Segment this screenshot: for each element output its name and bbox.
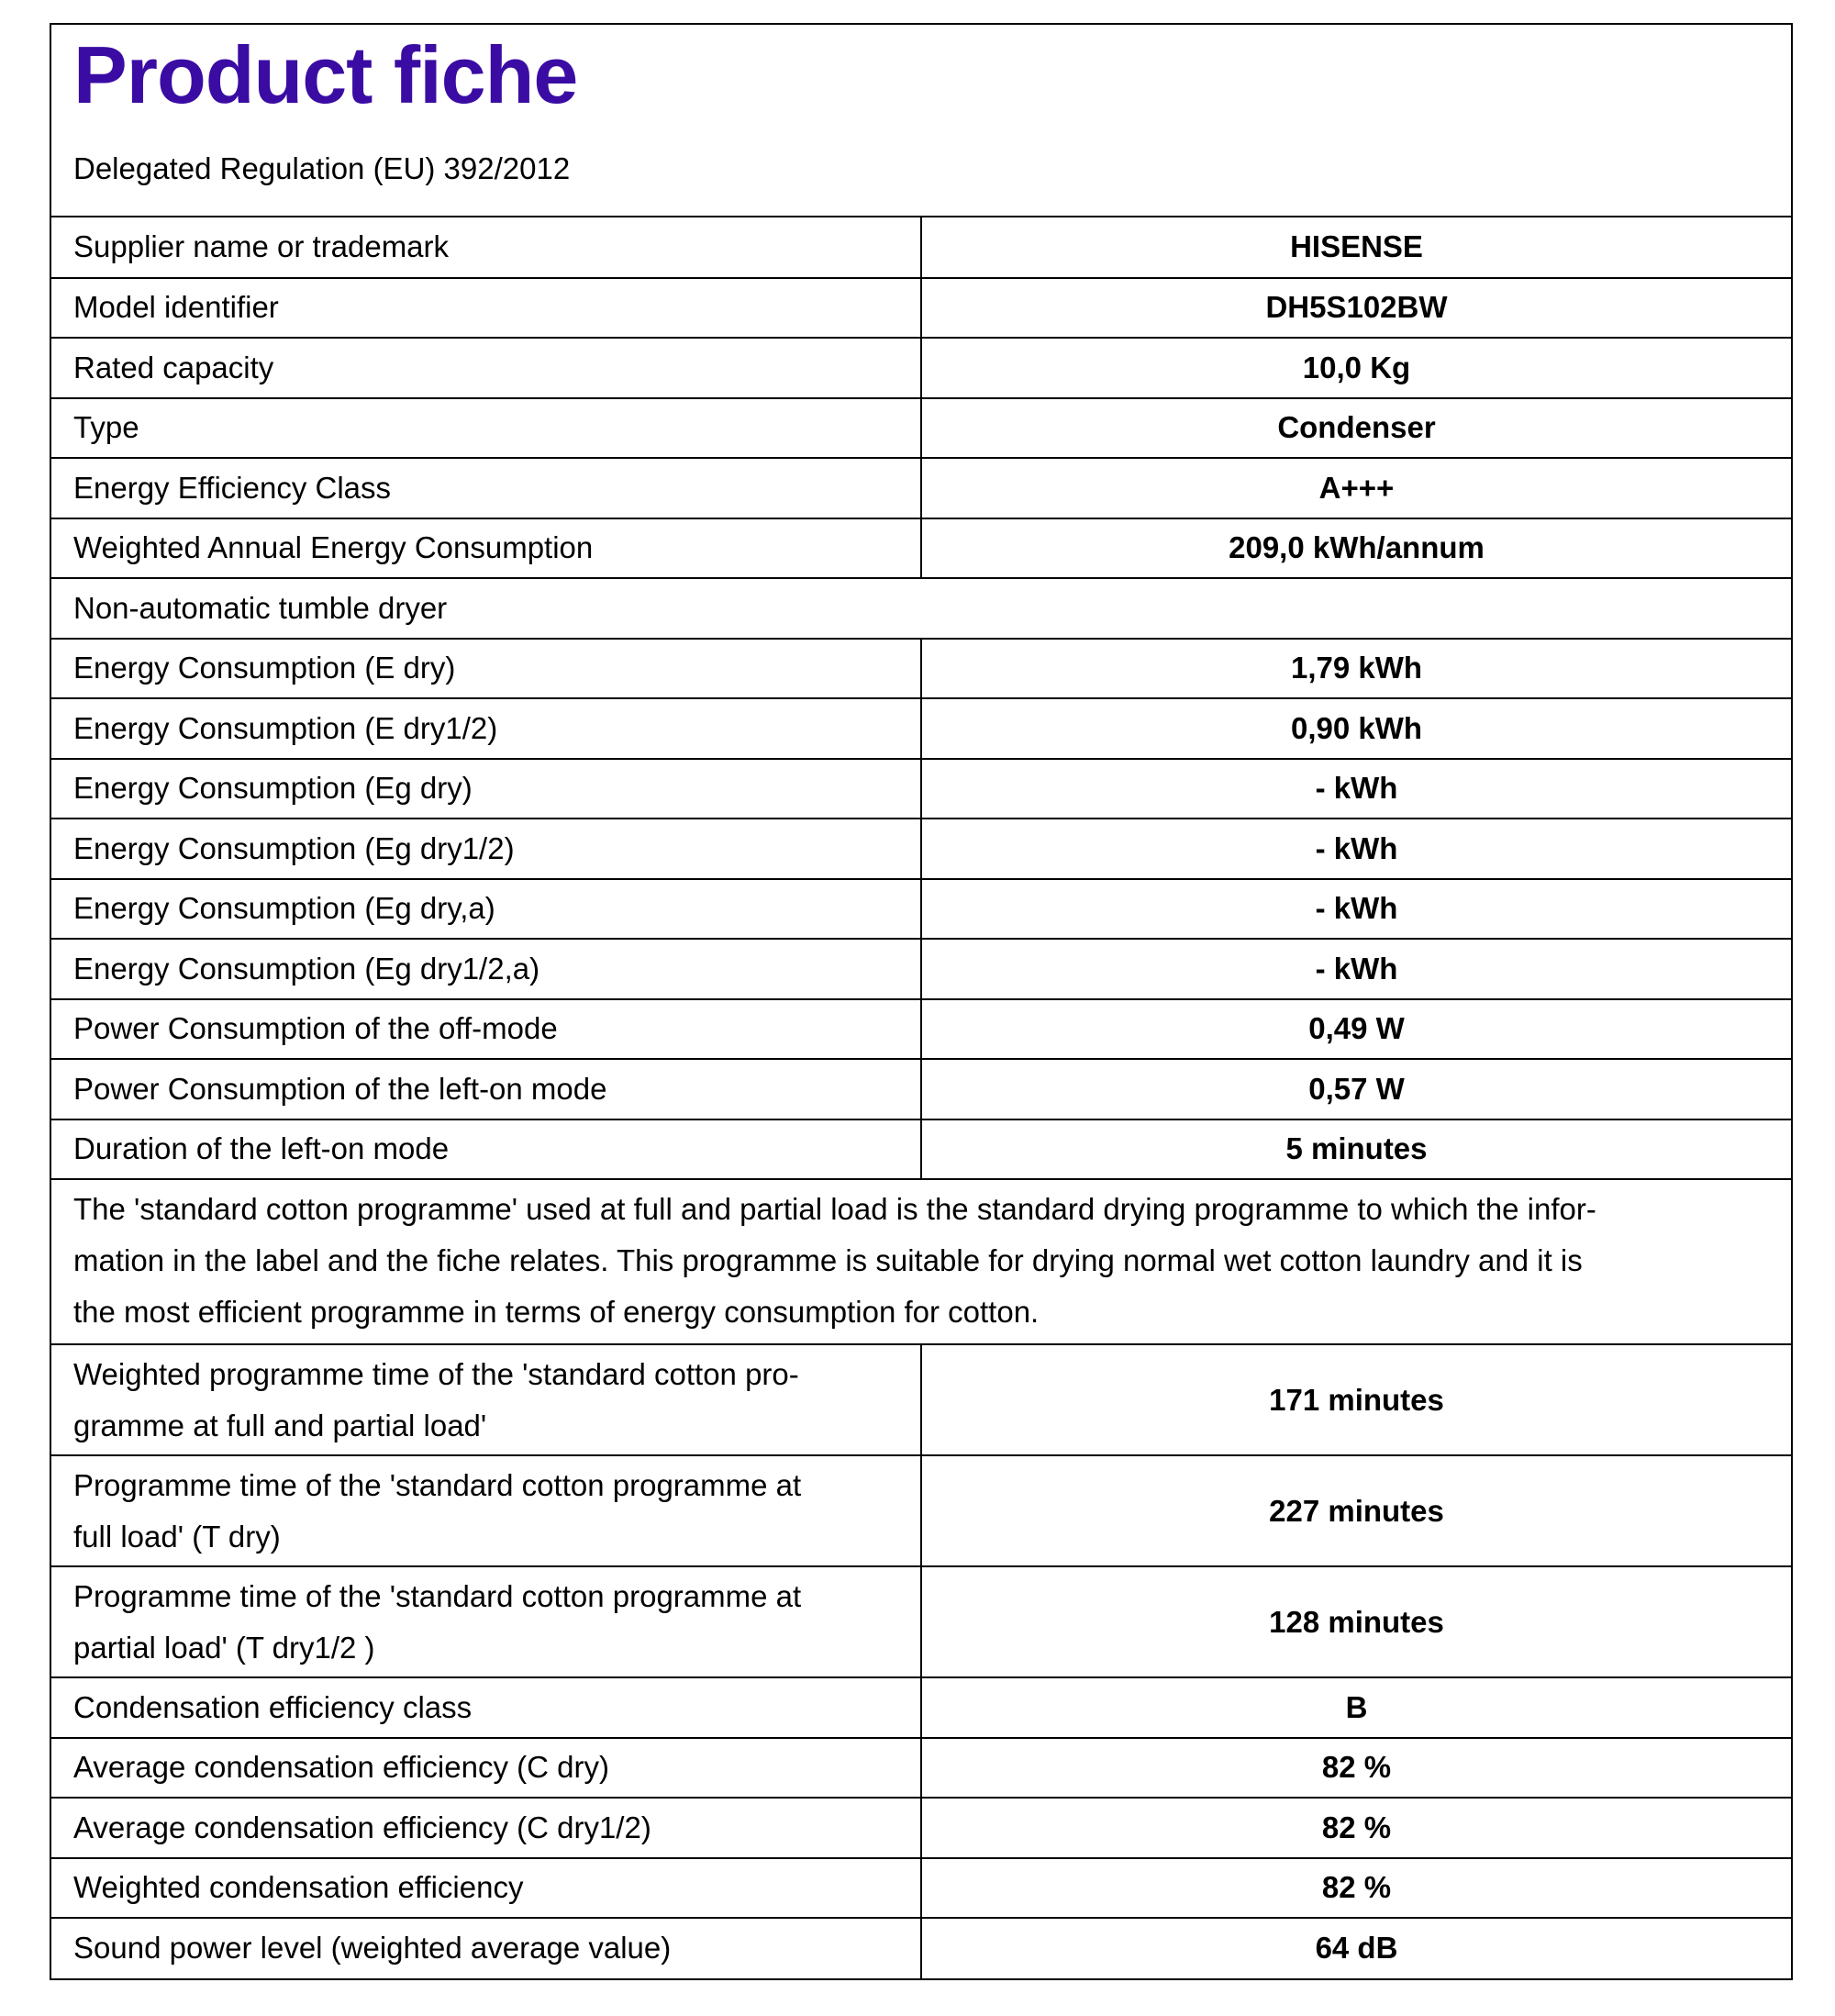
fiche-header (51, 25, 1791, 217)
table-row (51, 458, 1791, 518)
row-label: Energy Consumption (Eg dry1/2) (51, 819, 921, 879)
table-row (51, 398, 1791, 459)
table-row (51, 217, 1791, 278)
table-row (51, 879, 1791, 940)
row-value: B (921, 1677, 1791, 1738)
table-row-note (51, 1179, 1791, 1344)
row-value: 82 % (921, 1858, 1791, 1919)
programme-note (51, 1179, 1791, 1344)
row-label-line: gramme at full and partial load' (73, 1408, 487, 1442)
row-value: - kWh (921, 879, 1791, 940)
table-row (51, 1918, 1791, 1978)
fiche-table (51, 217, 1791, 1978)
row-label: Duration of the left-on mode (51, 1119, 921, 1180)
table-row (51, 1798, 1791, 1858)
row-label: Energy Consumption (Eg dry) (51, 759, 921, 819)
table-row (51, 698, 1791, 759)
row-label: Weighted condensation efficiency (51, 1858, 921, 1919)
table-row (51, 338, 1791, 398)
row-value: - kWh (921, 759, 1791, 819)
row-value: Condenser (921, 398, 1791, 459)
table-row (51, 759, 1791, 819)
row-label: Rated capacity (51, 338, 921, 398)
table-row (51, 1858, 1791, 1919)
table-row (51, 1566, 1791, 1677)
row-label: Supplier name or trademark (73, 229, 450, 264)
row-label (51, 1566, 921, 1677)
row-label: Power Consumption of the left-on mode (51, 1059, 921, 1119)
row-value: 227 minutes (921, 1455, 1791, 1566)
row-label: Sound power level (weighted average value) (51, 1918, 921, 1978)
row-label: Model identifier (51, 278, 921, 339)
row-value: 1,79 kWh (921, 639, 1791, 699)
table-row (51, 1677, 1791, 1738)
row-value: A+++ (921, 458, 1791, 518)
table-row-full (51, 578, 1791, 639)
table-row (51, 1738, 1791, 1799)
row-value: HISENSE (921, 217, 1791, 278)
row-label-line: Programme time of the 'standard cotton programme at (73, 1578, 802, 1613)
row-label: Average condensation efficiency (C dry1/2) (51, 1798, 921, 1858)
product-fiche-sheet (50, 23, 1793, 1980)
table-row (51, 639, 1791, 699)
row-label-line: full load' (T dry) (73, 1519, 281, 1554)
row-label-line: Programme time of the 'standard cotton programme at (73, 1467, 802, 1502)
table-row (51, 1119, 1791, 1180)
row-value: - kWh (921, 819, 1791, 879)
note-line: mation in the label and the fiche relates. This programme is suitable for drying normal wet cotton laundry and it is (73, 1243, 1583, 1277)
row-label: Weighted Annual Energy Consumption (51, 518, 921, 579)
row-value: 209,0 kWh/annum (921, 518, 1791, 579)
table-row (51, 819, 1791, 879)
non-automatic-label: Non-automatic tumble dryer (51, 578, 1791, 639)
row-value: 64 dB (921, 1918, 1791, 1978)
row-value: 128 minutes (921, 1566, 1791, 1677)
row-label: Type (51, 398, 921, 459)
table-row (51, 1344, 1791, 1455)
table-row (51, 1059, 1791, 1119)
row-label: Energy Efficiency Class (51, 458, 921, 518)
row-label: Condensation efficiency class (51, 1677, 921, 1738)
row-label: Energy Consumption (Eg dry1/2,a) (51, 939, 921, 999)
row-value: 171 minutes (921, 1344, 1791, 1455)
row-label (51, 1455, 921, 1566)
row-label-line: Weighted programme time of the 'standard cotton pro- (73, 1356, 799, 1391)
row-value: 0,57 W (921, 1059, 1791, 1119)
table-row (51, 1455, 1791, 1566)
row-value: 0,49 W (921, 999, 1791, 1060)
table-row (51, 278, 1791, 339)
table-row (51, 518, 1791, 579)
row-label: Average condensation efficiency (C dry) (51, 1738, 921, 1799)
row-value: 0,90 kWh (921, 698, 1791, 759)
row-value: 82 % (921, 1738, 1791, 1799)
row-label: Power Consumption of the off-mode (51, 999, 921, 1060)
row-label (51, 1344, 921, 1455)
row-label-line: partial load' (T dry1/2 ) (73, 1630, 375, 1665)
regulation-subtitle: Delegated Regulation (EU) 392/2012 (73, 151, 571, 185)
row-label: Energy Consumption (Eg dry,a) (51, 879, 921, 940)
note-line: The 'standard cotton programme' used at full and partial load is the standard drying programme to which the infor- (73, 1192, 1596, 1226)
row-value: - kWh (921, 939, 1791, 999)
row-value: 82 % (921, 1798, 1791, 1858)
row-value: 5 minutes (921, 1119, 1791, 1180)
note-line: the most efficient programme in terms of energy consumption for cotton. (73, 1295, 1040, 1329)
row-label: Energy Consumption (E dry1/2) (51, 698, 921, 759)
row-value: 10,0 Kg (921, 338, 1791, 398)
table-row (51, 939, 1791, 999)
table-row (51, 999, 1791, 1060)
page-title: Product fiche (73, 29, 578, 120)
row-value: DH5S102BW (921, 278, 1791, 339)
row-label: Energy Consumption (E dry) (51, 639, 921, 699)
